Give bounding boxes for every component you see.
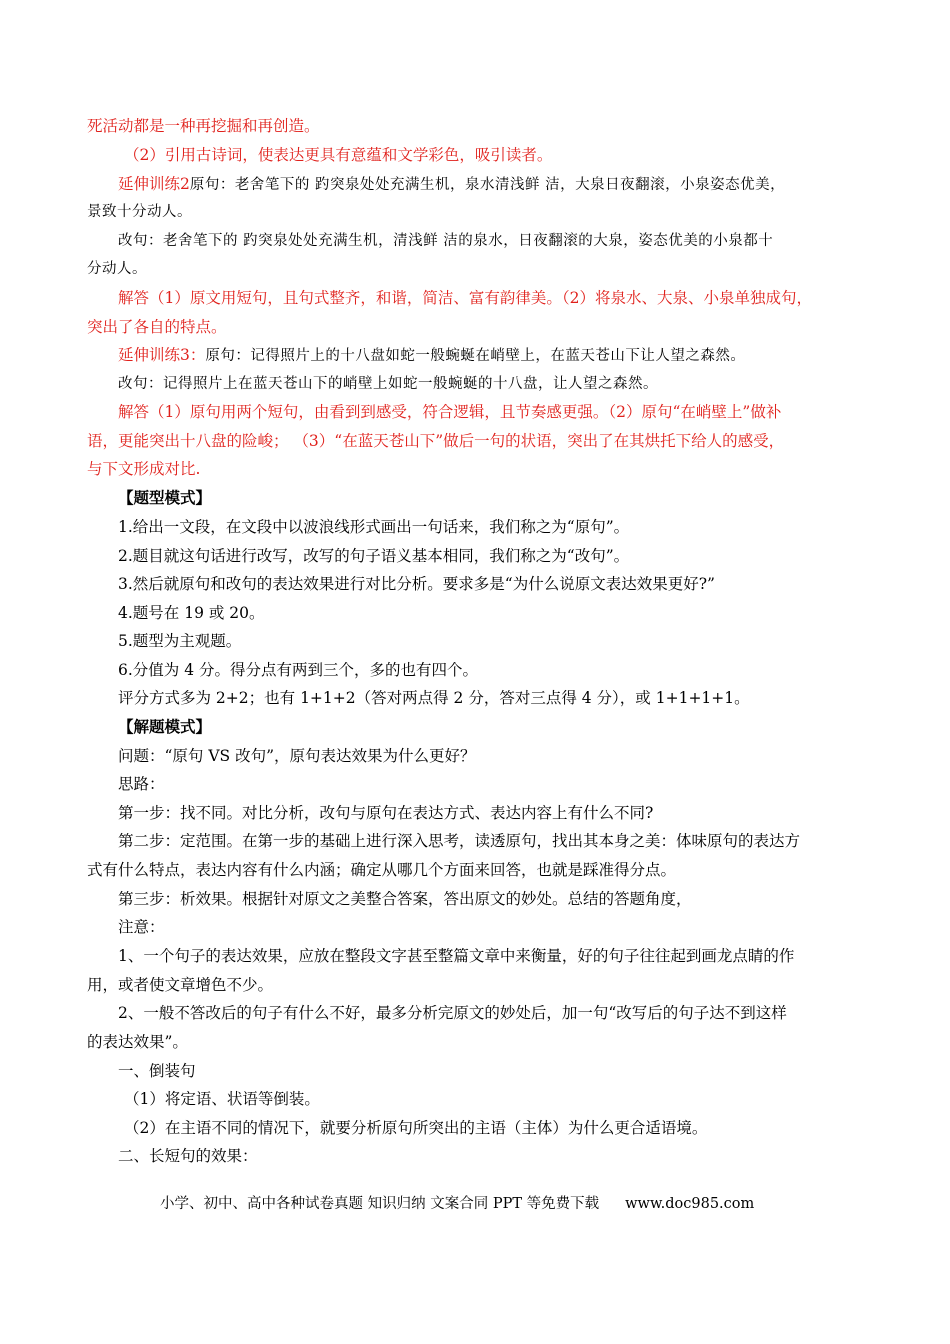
original-sentence: 原句：记得照片上的十八盘如蛇一般蜿蜒在峭壁上，在蓝天苍山下让人望之森然。 — [205, 348, 746, 364]
text-line: 第一步：找不同。对比分析，改句与原句在表达方式、表达内容上有什么不同? — [118, 804, 654, 822]
text-line — [118, 345, 880, 366]
text-line: 2.题目就这句话进行改写，改写的句子语义基本相同，我们称之为“改句”。 — [118, 547, 630, 565]
text-line: 1、一个句子的表达效果，应放在整段文字甚至整篇文章中来衡量，好的句子往往起到画龙点睛的作 — [118, 947, 795, 965]
exercise-label: 延伸训练2 — [118, 175, 190, 193]
text-line: 改句：记得照片上在蓝天苍山下的峭壁上如蛇一般蜿蜒的十八盘，让人望之森然。 — [118, 376, 658, 392]
text-line: 改句：老舍笔下的 趵突泉处处充满生机，清浅鲜 洁的泉水，日夜翻滚的大泉，姿态优美的小泉都十 — [118, 233, 774, 249]
text-line: 的表达效果”。 — [87, 1033, 188, 1051]
section-heading: 一、倒装句 — [118, 1062, 196, 1080]
text-line: （1）将定语、状语等倒装。 — [124, 1090, 320, 1108]
text-line: 3.然后就原句和改句的表达效果进行对比分析。要求多是“为什么说原文表达效果更好?” — [118, 575, 715, 593]
text-line: 与下文形成对比. — [87, 460, 201, 478]
text-line: 4.题号在 19 或 20。 — [118, 604, 265, 622]
text-line: 式有什么特点，表达内容有什么内涵；确定从哪几个方面来回答，也就是踩准得分点。 — [87, 861, 677, 879]
text-line: 景致十分动人。 — [87, 204, 192, 220]
text-line: 第二步：定范围。在第一步的基础上进行深入思考，读透原句，找出其本身之美：体味原句的表达方 — [118, 832, 801, 850]
text-line: 突出了各自的特点。 — [87, 318, 227, 336]
text-line: 解答（1）原文用短句，且句式整齐，和谐，简洁、富有韵律美。（2）将泉水、大泉、小泉单独成句， — [118, 289, 812, 307]
footer-text: 小学、初中、高中各种试卷真题 知识归纳 文案合同 PPT 等免费下载 — [160, 1196, 600, 1212]
original-sentence: 原句：老舍笔下的 趵突泉处处充满生机，泉水清浅鲜 洁，大泉日夜翻滚，小泉姿态优美， — [189, 177, 786, 193]
text-line: 5.题型为主观题。 — [118, 632, 242, 650]
page-footer — [160, 1192, 754, 1213]
section-heading: 【题型模式】 — [118, 488, 212, 507]
text-line: 6.分值为 4 分。得分点有两到三个，多的也有四个。 — [118, 661, 479, 679]
footer-url[interactable]: www.doc985.com — [625, 1196, 755, 1212]
text-line: 用，或者使文章增色不少。 — [87, 976, 274, 994]
exercise-label: 延伸训练3： — [118, 346, 206, 364]
text-line: （2）引用古诗词，使表达更具有意蕴和文学彩色，吸引读者。 — [124, 146, 553, 164]
text-line: 1.给出一文段，在文段中以波浪线形式画出一句话来，我们称之为“原句”。 — [118, 518, 630, 536]
text-line: 注意： — [118, 918, 165, 936]
text-line: （2）在主语不同的情况下，就要分析原句所突出的主语（主体）为什么更合适语境。 — [124, 1119, 708, 1137]
text-line: 死活动都是一种再挖掘和再创造。 — [87, 117, 320, 135]
text-line: 分动人。 — [87, 261, 147, 277]
text-line — [118, 174, 880, 195]
text-line: 解答（1）原句用两个短句，由看到到感受，符合逻辑，且节奏感更强。（2）原句“在峭壁上”做补 — [118, 403, 782, 421]
text-line: 2、一般不答改后的句子有什么不好，最多分析完原文的妙处后，加一句“改写后的句子达不到这样 — [118, 1004, 787, 1022]
section-heading: 【解题模式】 — [118, 717, 212, 736]
section-heading: 二、长短句的效果： — [118, 1147, 258, 1165]
text-line: 语，更能突出十八盘的险峻； （3）“在蓝天苍山下”做后一句的状语，突出了在其烘托下给人的感受， — [87, 432, 785, 450]
text-line: 第三步：析效果。根据针对原文之美整合答案，答出原文的妙处。总结的答题角度， — [118, 890, 692, 908]
text-line: 问题：“原句 VS 改句”，原句表达效果为什么更好？ — [118, 747, 476, 765]
text-line: 思路： — [118, 775, 165, 793]
text-line: 评分方式多为 2+2；也有 1+1+2（答对两点得 2 分，答对三点得 4 分），或 1+1+1+1。 — [118, 689, 750, 707]
